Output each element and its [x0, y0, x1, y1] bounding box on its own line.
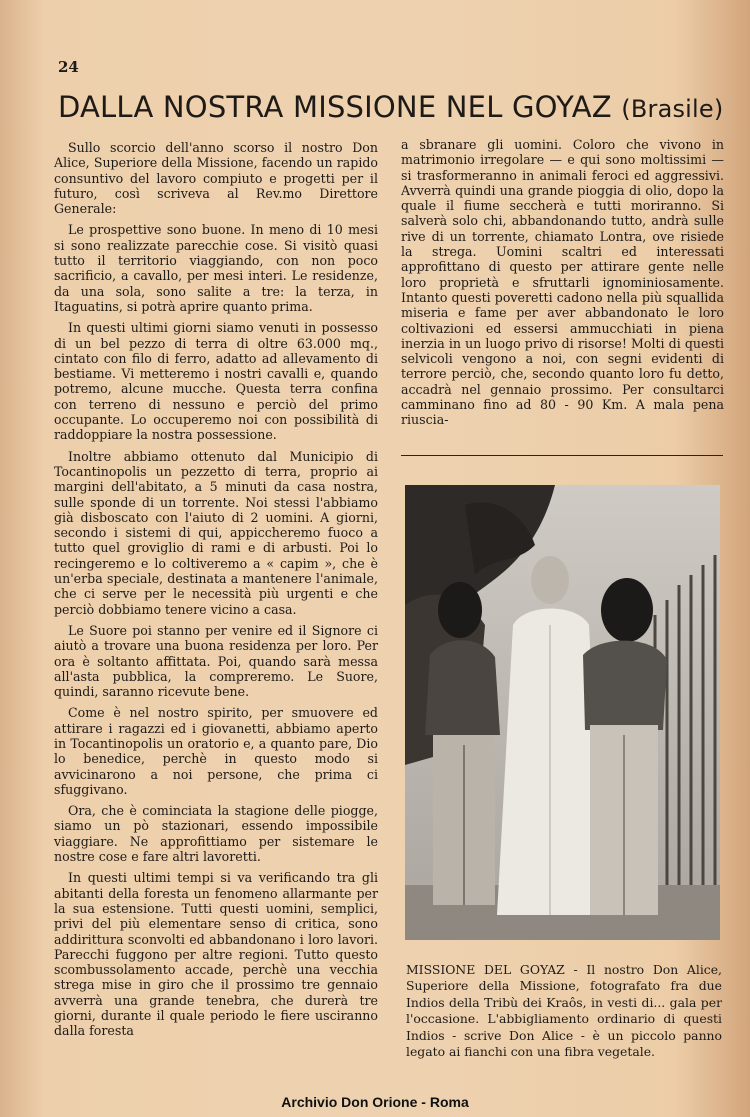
paragraph: Ora, che è cominciata la stagione delle piogge, siamo un pò stazionari, essendo impossibile viaggiare. Ne approfittiamo per sistemare le nostre cose e fare altri lavoretti.: [54, 803, 378, 865]
column-divider: [401, 455, 723, 456]
article-title: [58, 90, 730, 124]
paragraph: Le Suore poi stanno per venire ed il Signore ci aiutò a trovare una buona residenza per loro. Per ora è soltanto affittata. Poi, quando sarà messa all'asta pubblica, la compreremo. Le Suore, quindi, saranno ricevute bene.: [54, 622, 378, 700]
paragraph: Le prospettive sono buone. In meno di 10 mesi si sono realizzate parecchie cose. Si visitò quasi tutto il territorio viaggiando, con non poco sacrificio, a cavallo, per mesi interi. Le residenze, da una sola, sono salite a tre: la terza, in Itaguatins, si potrà aprire quanto prima.: [54, 222, 378, 314]
paragraph: a sbranare gli uomini. Coloro che vivono in matrimonio irregolare — e qui sono moltissimi — si trasformeranno in animali feroci ed aggressivi. Avverrà quindi una grande pioggia di olio, dopo la quale il fiume seccherà e tutti moriranno. Si salverà solo chi, abbandonando tutto, andrà sulle rive di un torrente, chiamato Lontra, ove risiede la strega. Uomini scaltri ed interessati approfittano di questo per attirare gente nelle loro proprietà e sfruttarli ignominiosamente. Intanto questi poveretti cadono nella più squallida miseria e fame per aver abbandonato le loro coltivazioni ed essersi ammucchiati in piena inerzia in un luogo privo di risorse! Molti di questi selvicoli vengono a noi, con segni evidenti di terrore perciò, che, secondo quanto loro fu detto, accadrà nel gennaio prossimo. Per consultarci camminano fino ad 80 - 90 Km. A mala pena riuscia-: [401, 137, 724, 428]
paragraph: In questi ultimi tempi si va verificando tra gli abitanti della foresta un fenomeno allarmante per la sua estensione. Tutti questi uomini, semplici, privi del più elementare senso di critica, sono addirittura sconvolti ed abbandonano i loro lavori. Parecchi fuggono per altre regioni. Tutto questo scombussolamento accade, perchè una vecchia strega mise in giro che il prossimo tre gennaio avverrà una grande tenebra, che durerà tre giorni, durante il quale periodo le fiere usciranno dalla foresta: [54, 870, 378, 1039]
paragraph: Inoltre abbiamo ottenuto dal Municipio di Tocantinopolis un pezzetto di terra, proprio ai margini dell'abitato, a 5 minuti da casa nostra, sulle sponde di un torrente. Noi stessi l'abbiamo già disboscato con l'aiuto di 2 uomini. A giorni, secondo i sistemi di qui, appiccheremo fuoco a tutto quel groviglio di rami e di arbusti. Poi lo recingeremo e lo coltiveremo a « capim », che è un'erba speciale, destinata a mantenere l'animale, che ci serve per le necessità più urgenti e che perciò dobbiamo tenere vicino a casa.: [54, 448, 378, 617]
photo-illustration: [405, 485, 720, 940]
right-column: [401, 137, 724, 434]
paragraph: In questi ultimi giorni siamo venuti in possesso di un bel pezzo di terra di oltre 63.000 mq., cintato con filo di ferro, adatto ad allevamento di bestiame. Vi metteremo i nostri cavalli e, quando potremo, alcune mucche. Questa terra confina con terreno di nessuno e perciò del primo occupante. Lo occuperemo noi con possibilità di raddoppiare la nostra possessione.: [54, 320, 378, 443]
caption-title: MISSIONE DEL GOYAZ: [406, 962, 565, 977]
paragraph: Come è nel nostro spirito, per smuovere ed attirare i ragazzi ed i giovanetti, abbiamo aperto in Tocantinopolis un oratorio e, a quanto pare, Dio lo benedice, perchè in questo modo si avvicinarono a noi persone, che prima ci sfuggivano.: [54, 705, 378, 797]
photo-caption: [406, 962, 722, 1060]
caption-text: - Il nostro Don Alice, Superiore della Missione, fotografato fra due Indios della Tribù dei Kraôs, in vesti di... gala per l'occasione. L'abbigliamento ordinario di questi Indios - scrive Don Alice - è un piccolo panno legato ai fianchi con una fibra vegetale.: [406, 962, 722, 1060]
archive-footer: Archivio Don Orione - Roma: [281, 1094, 469, 1110]
page-number: 24: [58, 58, 79, 76]
paragraph: Sullo scorcio dell'anno scorso il nostro Don Alice, Superiore della Missione, facendo un rapido consuntivo del lavoro compiuto e progetti per il futuro, così scriveva al Rev.mo Direttore Generale:: [54, 140, 378, 217]
mission-photo: [405, 485, 720, 940]
left-column: [54, 140, 378, 1045]
title-sub: (Brasile): [621, 95, 724, 123]
title-main: DALLA NOSTRA MISSIONE NEL GOYAZ: [58, 90, 612, 124]
